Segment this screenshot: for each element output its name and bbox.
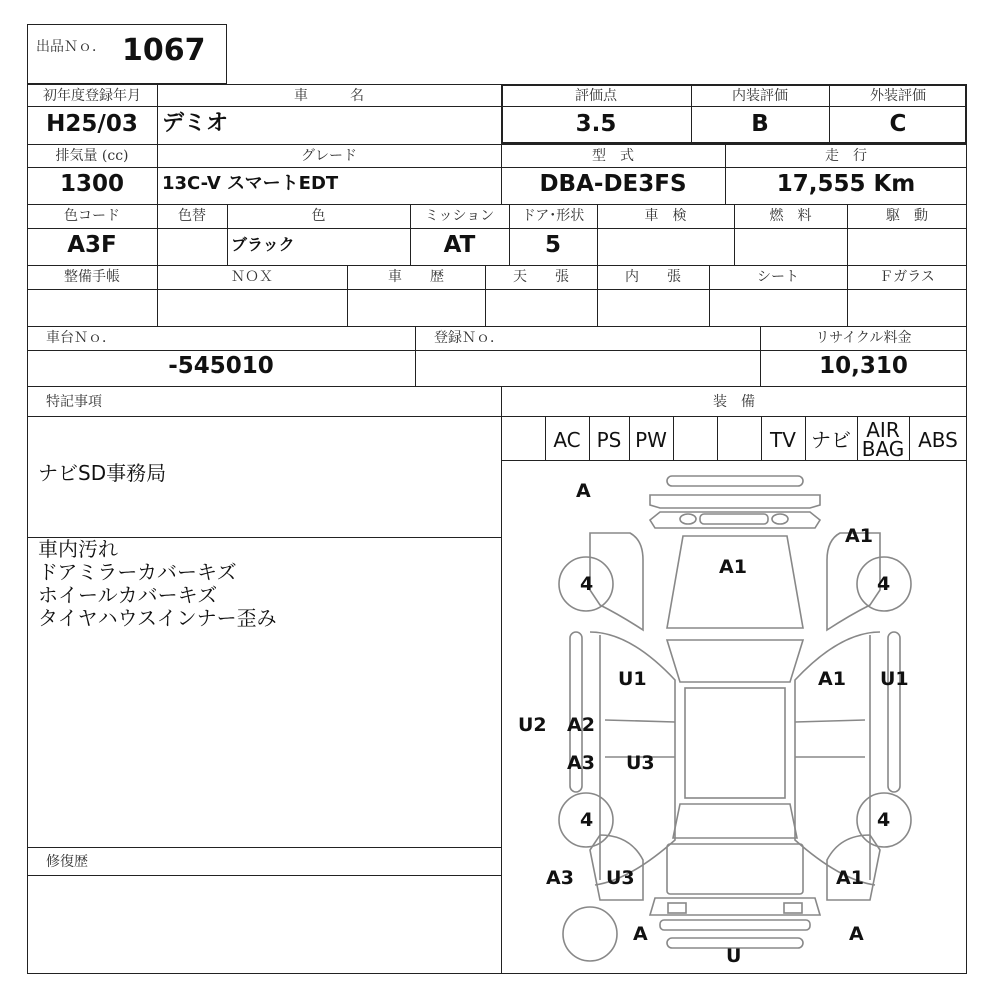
color-change-label: 色替 — [178, 208, 206, 224]
score-value: 3.5 — [575, 111, 617, 137]
chassis-value: -545010 — [168, 353, 274, 379]
mark-rear-u: U — [726, 945, 742, 967]
reg-year-label: 初年度登録年月 — [43, 88, 141, 104]
registration-no-label: 登録Ｎｏ． — [434, 330, 504, 346]
mark-front-right-fender: A1 — [845, 525, 873, 547]
equip-pw: PW — [635, 428, 667, 452]
grade-label: グレード — [301, 148, 357, 164]
mark-left-a2: A2 — [567, 714, 595, 736]
mark-right-a1: A1 — [818, 668, 846, 690]
color-value: ブラック — [231, 235, 295, 254]
mileage-value: 17,555 Km — [776, 171, 916, 197]
door-label: ドア･形状 — [521, 208, 585, 224]
color-label: 色 — [311, 208, 326, 224]
mark-rear-left-a3: A3 — [546, 867, 574, 889]
exterior-score-value: C — [889, 111, 907, 137]
mark-rear-right-a1: A1 — [836, 867, 864, 889]
lot-label: 出品Ｎｏ． — [36, 39, 106, 55]
mark-wheel-rl: 4 — [580, 809, 594, 831]
reg-year-value: H25/03 — [46, 111, 138, 137]
notes-list: 車内汚れ ドアミラーカバーキズ ホイールカバーキズ タイヤハウスインナー歪み — [38, 537, 277, 630]
model-label: 型 式 — [592, 148, 634, 164]
inspection-label: 車 検 — [644, 208, 687, 224]
chassis-label: 車台Ｎｏ． — [46, 330, 116, 346]
notes-label: 特記事項 — [46, 394, 102, 410]
ceiling-label: 天 張 — [513, 269, 569, 285]
mark-left-u1: U1 — [618, 668, 647, 690]
equipment-label: 装 備 — [713, 394, 755, 410]
mission-label: ミッション — [424, 208, 495, 224]
interior-trim-label: 内 張 — [625, 269, 681, 285]
recycle-fee-label: リサイクル料金 — [815, 330, 912, 346]
door-value: 5 — [544, 232, 561, 258]
mark-front-bumper: A — [576, 480, 591, 502]
mark-rear-bumper-right: A — [849, 923, 864, 945]
fuel-label: 燃 料 — [769, 208, 812, 224]
grade-value: 13C-V スマートEDT — [162, 173, 339, 194]
mark-wheel-fr: 4 — [877, 573, 891, 595]
lot-number: 1067 — [122, 33, 206, 68]
color-code-label: 色コード — [64, 208, 120, 224]
mark-left-u2: U2 — [518, 714, 547, 736]
recycle-fee-value: 10,310 — [819, 353, 908, 379]
maintenance-book-label: 整備手帳 — [64, 269, 120, 285]
mark-rear-left-u3: U3 — [606, 867, 635, 889]
mark-left-u3: U3 — [626, 752, 655, 774]
equip-navi: ナビ — [811, 428, 851, 452]
mark-wheel-fl: 4 — [580, 573, 594, 595]
mark-right-u1: U1 — [880, 668, 909, 690]
vehicle-history-label: 車 歴 — [388, 269, 444, 285]
notes-line-1: ナビSD事務局 — [38, 461, 167, 485]
equip-abs: ABS — [918, 428, 958, 452]
equip-tv: TV — [770, 428, 796, 452]
displacement-value: 1300 — [59, 171, 124, 197]
equip-airbag: AIR BAG — [861, 418, 905, 461]
car-name-value: デミオ — [162, 111, 229, 136]
color-code-value: A3F — [67, 232, 117, 258]
mileage-label: 走 行 — [825, 148, 867, 164]
equip-ps: PS — [596, 428, 622, 452]
interior-score-value: B — [751, 111, 769, 137]
exterior-score-label: 外装評価 — [870, 88, 926, 104]
mark-wheel-rr: 4 — [877, 809, 891, 831]
displacement-label: 排気量 (cc) — [55, 148, 129, 164]
mark-hood: A1 — [719, 556, 747, 578]
seat-label: シート — [757, 269, 799, 285]
mark-rear-bumper-left: A — [633, 923, 648, 945]
model-value: DBA-DE3FS — [539, 171, 687, 197]
mission-value: AT — [443, 232, 476, 258]
score-label: 評価点 — [575, 88, 617, 104]
interior-score-label: 内装評価 — [732, 88, 788, 104]
nox-label: ＮＯＸ — [231, 269, 273, 285]
car-name-label: 車 名 — [294, 88, 364, 104]
equip-ac: AC — [553, 428, 581, 452]
mark-left-a3: A3 — [567, 752, 595, 774]
drive-label: 駆 動 — [886, 208, 928, 224]
front-glass-label: Ｆガラス — [879, 269, 935, 285]
repair-history-label: 修復歴 — [46, 854, 88, 870]
